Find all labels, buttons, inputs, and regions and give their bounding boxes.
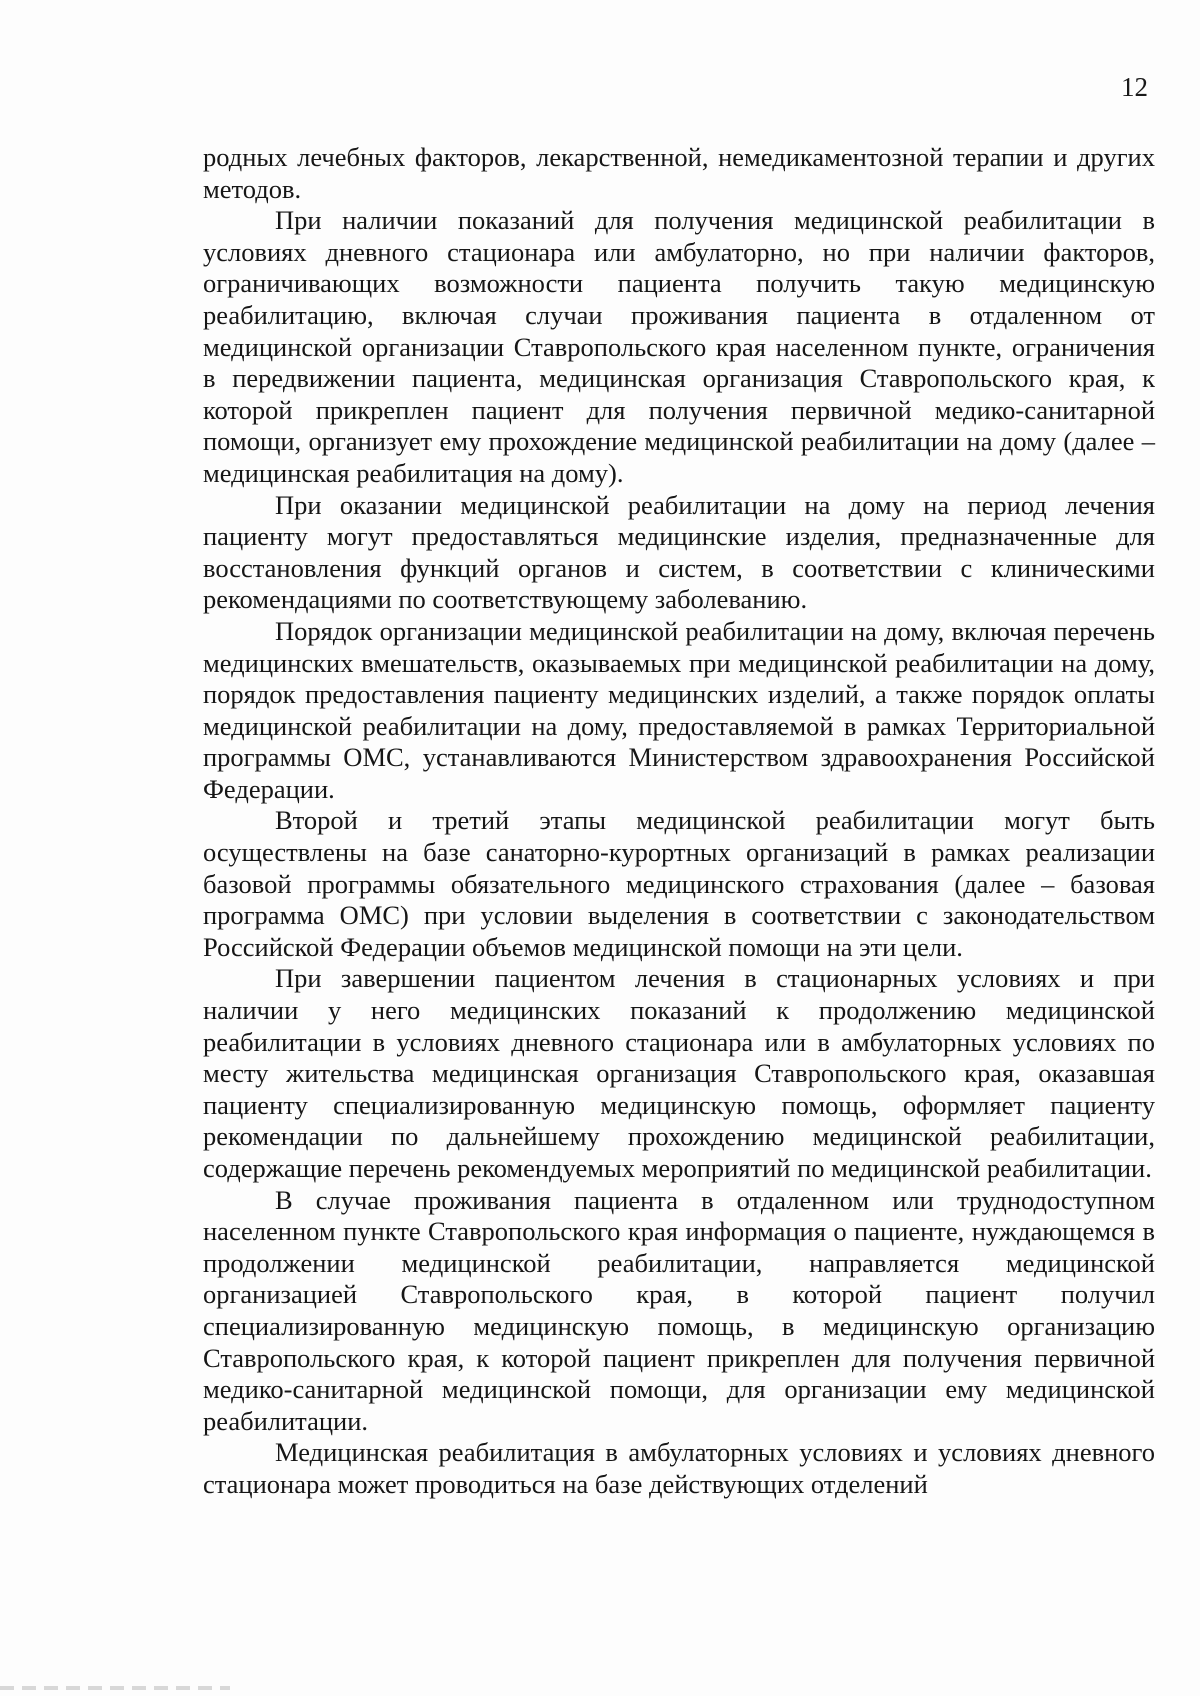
paragraph-2: При наличии показаний для получения медицинской реабилитации в условиях дневного стационара или амбулаторно, но при наличии факторов, ограничивающих возможности пациента получить такую медицинскую реабилитацию, включая случаи проживания пациента в отдаленном от медицинской организации Ставропольского края населенном пункте, ограничения в передвижении пациента, медицинская организация Ставропольского края, к которой прикреплен пациент для получения первичной медико-санитарной помощи, организует ему прохождение медицинской реабилитации на дому (далее – медицинская реабилитация на дому).: [203, 205, 1155, 488]
document-body: [203, 142, 1155, 1501]
page-number: 12: [1121, 72, 1148, 102]
scan-artifact: [0, 1686, 230, 1690]
paragraph-6: При завершении пациентом лечения в стационарных условиях и при наличии у него медицинских показаний к продолжению медицинской реабилитации в условиях дневного стационара или в амбулаторных условиях по месту жительства медицинская организация Ставропольского края, оказавшая пациенту специализированную медицинскую помощь, оформляет пациенту рекомендации по дальнейшему прохождению медицинской реабилитации, содержащие перечень рекомендуемых мероприятий по медицинской реабилитации.: [203, 963, 1155, 1183]
paragraph-1: родных лечебных факторов, лекарственной, немедикаментозной терапии и других методов.: [203, 142, 1155, 204]
paragraph-4: Порядок организации медицинской реабилитации на дому, включая перечень медицинских вмешательств, оказываемых при медицинской реабилитации на дому, порядок предоставления пациенту медицинских изделий, а также порядок оплаты медицинской реабилитации на дому, предоставляемой в рамках Территориальной программы ОМС, устанавливаются Министерством здравоохранения Российской Федерации.: [203, 615, 1155, 804]
paragraph-5: Второй и третий этапы медицинской реабилитации могут быть осуществлены на базе санаторно-курортных организаций в рамках реализации базовой программы обязательного медицинского страхования (далее – базовая программа ОМС) при условии выделения в соответствии с законодательством Российской Федерации объемов медицинской помощи на эти цели.: [203, 805, 1155, 962]
paragraph-7: В случае проживания пациента в отдаленном или труднодоступном населенном пункте Ставропольского края информация о пациенте, нуждающемся в продолжении медицинской реабилитации, направляется медицинской организацией Ставропольского края, в которой пациент получил специализированную медицинскую помощь, в медицинскую организацию Ставропольского края, к которой пациент прикреплен для получения первичной медико-санитарной медицинской помощи, для организации ему медицинской реабилитации.: [203, 1184, 1155, 1436]
paragraph-8: Медицинская реабилитация в амбулаторных условиях и условиях дневного стационара может проводиться на базе действующих отделений: [203, 1437, 1155, 1499]
paragraph-3: При оказании медицинской реабилитации на дому на период лечения пациенту могут предоставляться медицинские изделия, предназначенные для восстановления функций органов и систем, в соответствии с клиническими рекомендациями по соответствующему заболеванию.: [203, 489, 1155, 615]
